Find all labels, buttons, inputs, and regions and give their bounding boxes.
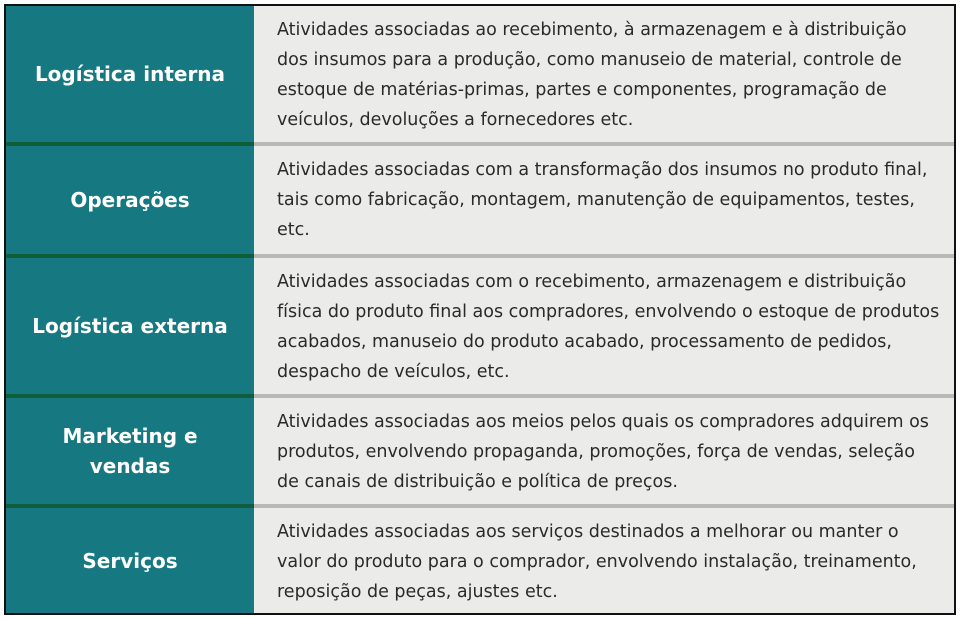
row-description: Atividades associadas aos meios pelos quais os compradores adquirem os produtos, envolvendo propaganda, promoções, força de vendas, seleção de canais de distribuição e política de preços. bbox=[254, 398, 954, 504]
value-chain-table bbox=[4, 4, 956, 615]
row-description: Atividades associadas com a transformação dos insumos no produto final, tais como fabricação, montagem, manutenção de equipamentos, testes, etc. bbox=[254, 146, 954, 254]
table-row bbox=[6, 6, 954, 142]
row-label: Marketing e vendas bbox=[6, 398, 254, 504]
row-description: Atividades associadas com o recebimento, armazenagem e distribuição física do produto final aos compradores, envolvendo o estoque de produtos acabados, manuseio do produto acabado, processamento de pedidos, despacho de veículos, etc. bbox=[254, 258, 954, 394]
row-label: Logística externa bbox=[6, 258, 254, 394]
row-description: Atividades associadas aos serviços destinados a melhorar ou manter o valor do produto para o comprador, envolvendo instalação, treinamento, reposição de peças, ajustes etc. bbox=[254, 508, 954, 613]
row-label: Serviços bbox=[6, 508, 254, 613]
table-row bbox=[6, 398, 954, 504]
row-description: Atividades associadas ao recebimento, à armazenagem e à distribuição dos insumos para a produção, como manuseio de material, controle de estoque de matérias-primas, partes e componentes, programação de veículos, devoluções a fornecedores etc. bbox=[254, 6, 954, 142]
row-label: Operações bbox=[6, 146, 254, 254]
table-row bbox=[6, 258, 954, 394]
table-row bbox=[6, 146, 954, 254]
table-row bbox=[6, 508, 954, 613]
row-label: Logística interna bbox=[6, 6, 254, 142]
